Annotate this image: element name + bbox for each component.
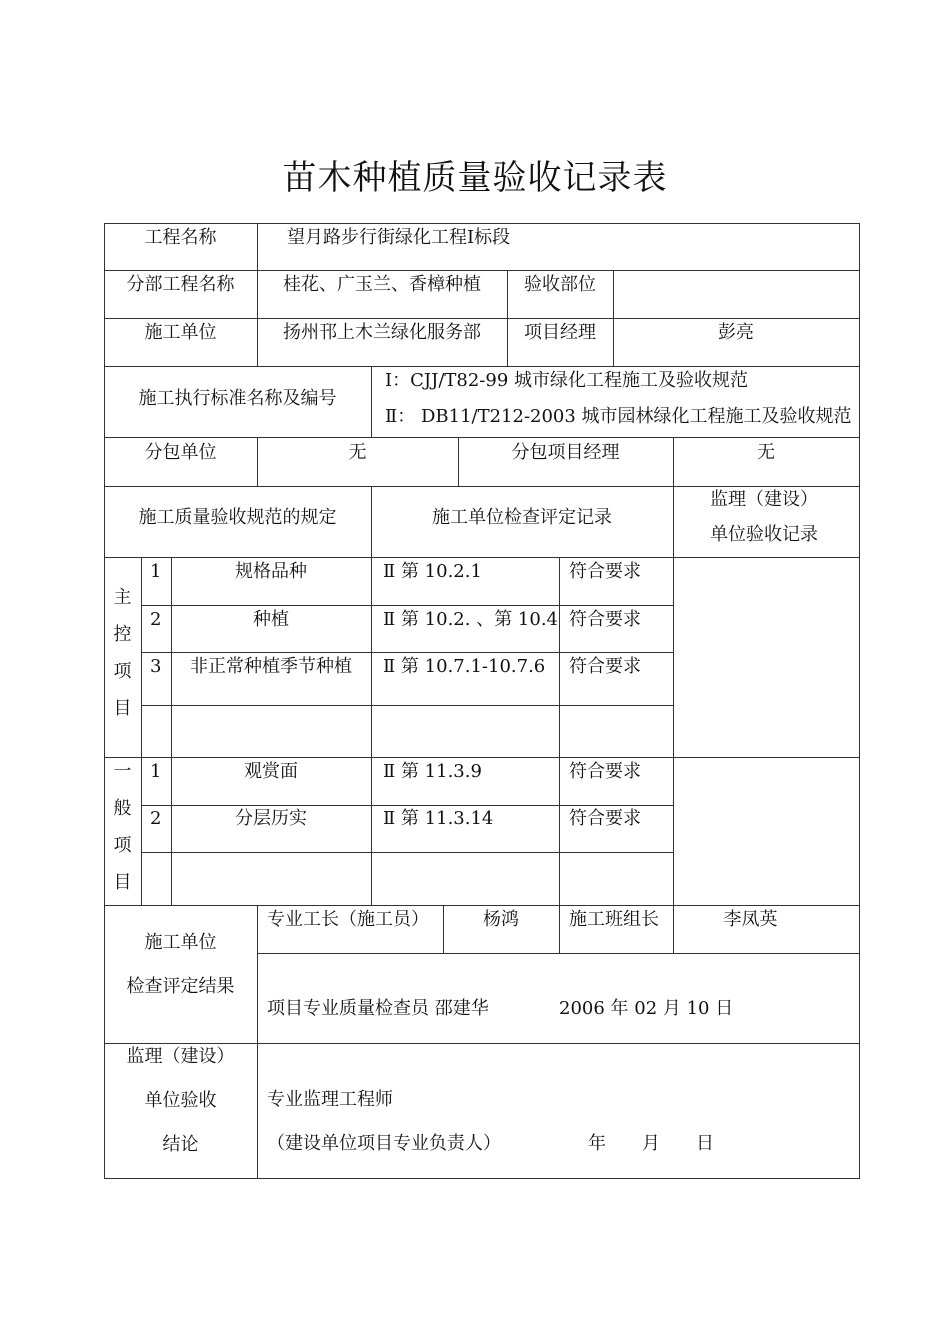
foreman: 杨鸿 [483, 909, 519, 930]
check-result-label-line2: 检查评定结果 [126, 976, 235, 997]
item-no: 3 [150, 656, 162, 677]
main-control-label: 目 [113, 698, 132, 719]
col-divider [559, 557, 560, 906]
col-divider [559, 905, 560, 954]
table-border-bottom [104, 1178, 860, 1179]
col-divider [613, 270, 614, 367]
foreman-label: 专业工长（施工员） [267, 909, 429, 930]
col-divider [371, 486, 372, 906]
sub-pm: 无 [757, 442, 775, 463]
col-divider [673, 486, 674, 906]
item-no: 2 [150, 808, 162, 829]
item-result: 符合要求 [569, 561, 641, 582]
item-ref: Ⅱ 第 11.3.9 [383, 761, 482, 782]
item-no: 1 [150, 761, 162, 782]
item-row-divider [141, 705, 673, 706]
subcontractor: 无 [348, 442, 367, 463]
team-leader-label: 施工班组长 [569, 909, 659, 930]
sub-project-label: 分部工程名称 [126, 274, 235, 295]
general-label: 一 [113, 761, 132, 782]
page-title: 苗木种植质量验收记录表 [282, 158, 668, 198]
item-row-divider [141, 852, 673, 853]
team-leader: 李凤英 [723, 909, 778, 930]
table-border-top [104, 223, 860, 224]
main-control-label: 主 [113, 587, 132, 608]
row-divider [104, 1043, 860, 1044]
row-divider [104, 270, 860, 271]
standard-label: 施工执行标准名称及编号 [138, 388, 337, 409]
item-name: 非正常种植季节种植 [190, 656, 352, 677]
supervision-header-line2: 单位验收记录 [710, 524, 818, 545]
item-result: 符合要求 [569, 656, 641, 677]
project-name-label: 工程名称 [144, 227, 217, 248]
item-name: 分层历实 [235, 808, 307, 829]
construction-responsible: （建设单位项目专业负责人） [267, 1133, 501, 1154]
col-divider [257, 905, 258, 1179]
standard-1: Ⅰ：CJJ/T82-99 城市绿化工程施工及验收规范 [385, 370, 748, 391]
supervision-header-line1: 监理（建设） [710, 489, 818, 510]
item-ref: Ⅱ 第 10.7.1-10.7.6 [383, 656, 546, 677]
pm: 彭亮 [718, 322, 754, 343]
item-row-divider [141, 805, 673, 806]
row-divider [104, 486, 860, 487]
row-divider [104, 366, 860, 367]
check-result-label-line1: 施工单位 [144, 932, 217, 953]
record-header: 施工单位检查评定记录 [432, 507, 612, 528]
item-result: 符合要求 [569, 808, 641, 829]
supervising-engineer: 专业监理工程师 [267, 1089, 393, 1110]
accept-part-label: 验收部位 [524, 274, 596, 295]
item-no: 1 [150, 561, 162, 582]
item-result: 符合要求 [569, 609, 641, 630]
row-divider [104, 437, 860, 438]
item-no: 2 [150, 609, 162, 630]
item-ref: Ⅱ 第 11.3.14 [383, 808, 494, 829]
item-row-divider [141, 605, 673, 606]
item-row-divider [141, 652, 673, 653]
col-divider [141, 557, 142, 906]
spec-header: 施工质量验收规范的规定 [138, 507, 337, 528]
main-control-label: 项 [113, 661, 132, 682]
sub-pm-label: 分包项目经理 [511, 442, 620, 463]
item-ref: Ⅱ 第 10.2. 、第 10.4 [383, 609, 558, 630]
sub-project: 桂花、广玉兰、香樟种植 [283, 274, 481, 295]
item-name: 观赏面 [244, 761, 298, 782]
col-divider [371, 366, 372, 438]
row-divider [104, 905, 860, 906]
inspector: 项目专业质量检查员 邵建华 [267, 998, 489, 1019]
contractor-label: 施工单位 [144, 322, 217, 343]
subcontractor-label: 分包单位 [144, 442, 217, 463]
standard-2: Ⅱ： DB11/T212-2003 城市园林绿化工程施工及验收规范 [385, 406, 852, 427]
conclusion-label-line2: 单位验收 [144, 1090, 217, 1111]
conclusion-label-line3: 结论 [162, 1134, 199, 1155]
general-label: 项 [113, 835, 132, 856]
project-name: 望月路步行街绿化工程Ⅰ标段 [287, 227, 511, 248]
contractor: 扬州邗上木兰绿化服务部 [283, 322, 481, 343]
general-label: 般 [113, 798, 132, 819]
item-ref: Ⅱ 第 10.2.1 [383, 561, 482, 582]
conclusion-date: 年 月 日 [588, 1133, 714, 1154]
row-divider [104, 757, 860, 758]
main-control-label: 控 [113, 624, 132, 645]
pm-label: 项目经理 [524, 322, 596, 343]
item-name: 规格品种 [235, 561, 307, 582]
row-divider [104, 557, 860, 558]
general-label: 目 [113, 872, 132, 893]
row-divider [104, 318, 860, 319]
item-name: 种植 [253, 609, 289, 630]
conclusion-label-line1: 监理（建设） [126, 1046, 235, 1067]
check-date: 2006 年 02 月 10 日 [559, 998, 734, 1019]
item-result: 符合要求 [569, 761, 641, 782]
